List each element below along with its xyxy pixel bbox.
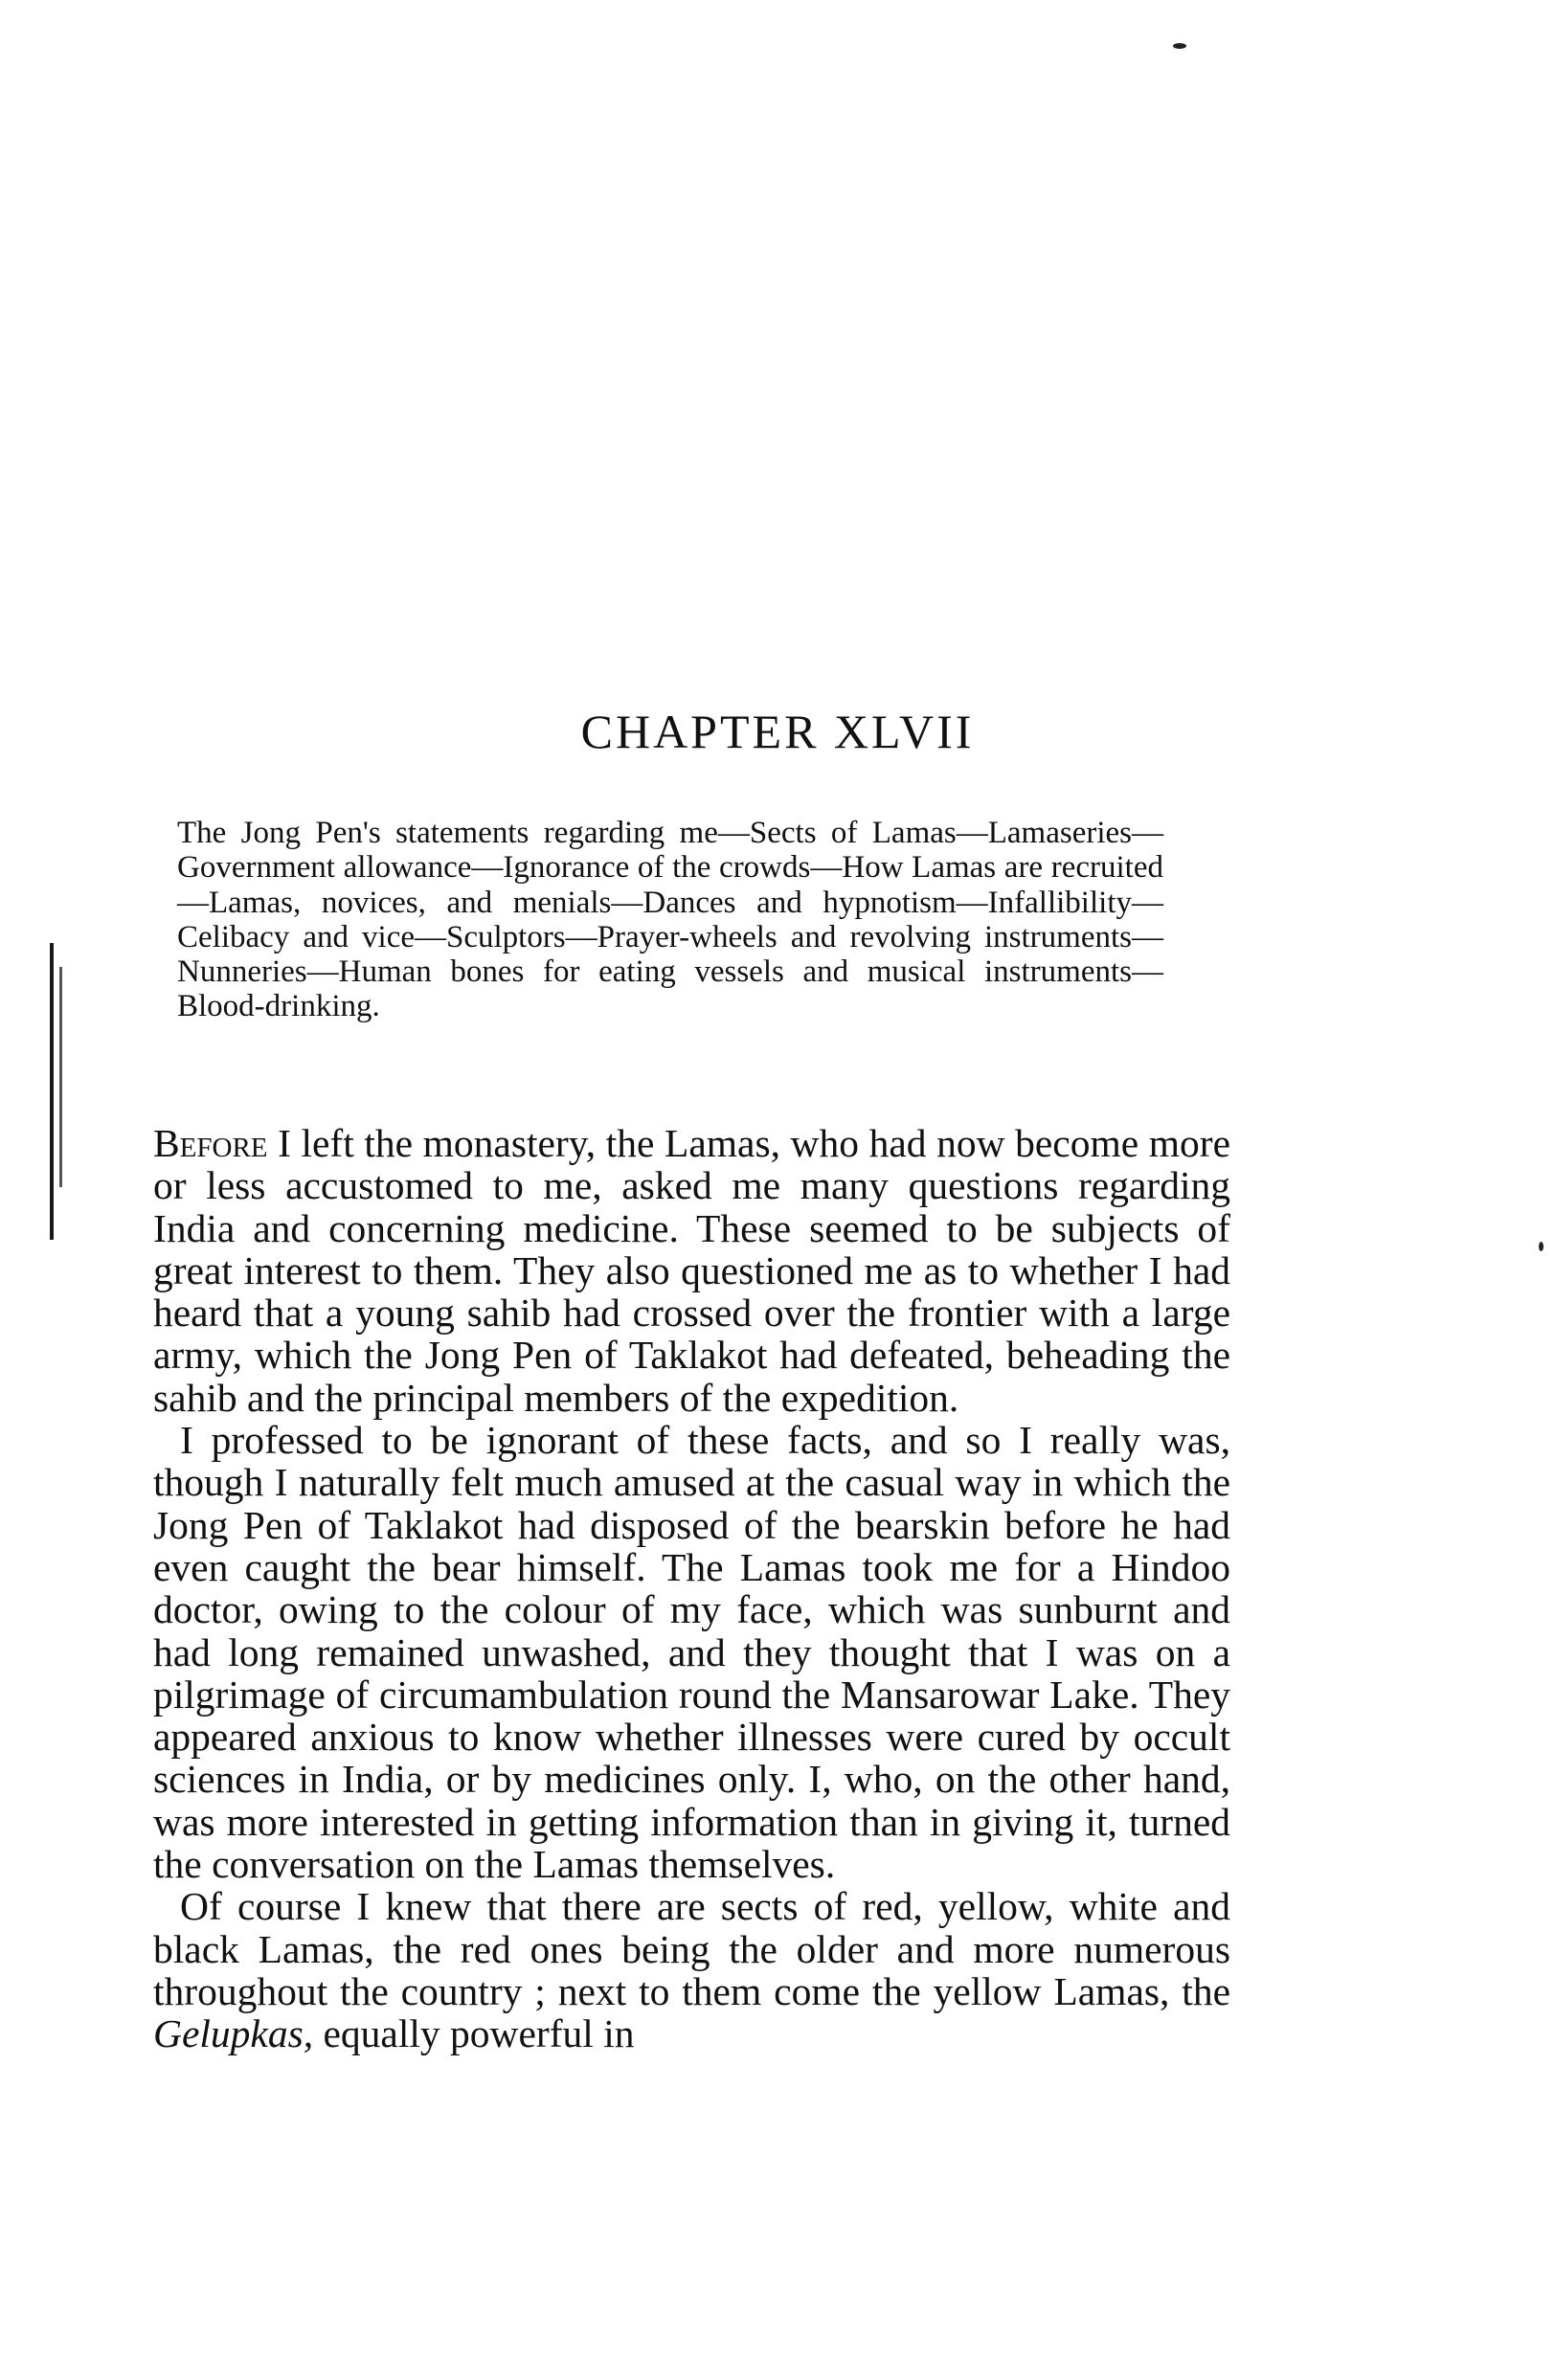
paragraph-3-italic-term: Gelupkas, xyxy=(153,2011,314,2056)
paragraph-3-text-end: equally powerful in xyxy=(313,2011,635,2056)
paragraph-1-lead: Before xyxy=(153,1121,268,1165)
scan-speck xyxy=(1539,1242,1544,1251)
chapter-summary: The Jong Pen's statements regarding me—Sects of Lamas—Lamaseries—Government allowance—Ignorance of the crowds—How Lamas are recruited—Lamas, novices, and menials—Dances and hypnotism—Infallibility—Celibacy and vice—Sculptors—Prayer-wheels and revolving instruments—Nunneries—Human bones for eating vessels and musical instruments—Blood-drinking. xyxy=(177,816,1163,1024)
body-text xyxy=(153,1122,1230,2055)
chapter-title: CHAPTER XLVII xyxy=(580,705,975,758)
paragraph-1-text: I left the monastery, the Lamas, who had now become more or less accustomed to me, asked me many questions regarding India and concerning medicine. These seemed to be subjects of great interest to them. They also questioned me as to whether I had heard that a young sahib had crossed over the frontier with a large army, which the Jong Pen of Taklakot had defeated, beheading the sahib and the principal members of the expedition. xyxy=(153,1121,1230,1420)
paragraph-3 xyxy=(153,1885,1230,2054)
scan-speck xyxy=(1173,43,1186,49)
scan-binding-mark xyxy=(50,943,54,1240)
paragraph-1 xyxy=(153,1122,1230,1419)
paragraph-3-text-start: Of course I knew that there are sects of red, yellow, white and black Lamas, the red ones being the older and more numerous throughout the country ; next to them come the yellow Lamas, the xyxy=(153,1884,1230,2013)
scan-binding-mark xyxy=(59,967,62,1187)
paragraph-2: I professed to be ignorant of these facts, and so I really was, though I naturally felt much amused at the casual way in which the Jong Pen of Taklakot had disposed of the bearskin before he had even caught the bear himself. The Lamas took me for a Hindoo doctor, owing to the colour of my face, which was sunburnt and had long remained unwashed, and they thought that I was on a pilgrimage of circumambulation round the Mansarowar Lake. They appeared anxious to know whether illnesses were cured by occult sciences in India, or by medicines only. I, who, on the other hand, was more interested in getting information than in giving it, turned the conversation on the Lamas themselves. xyxy=(153,1418,1230,1887)
